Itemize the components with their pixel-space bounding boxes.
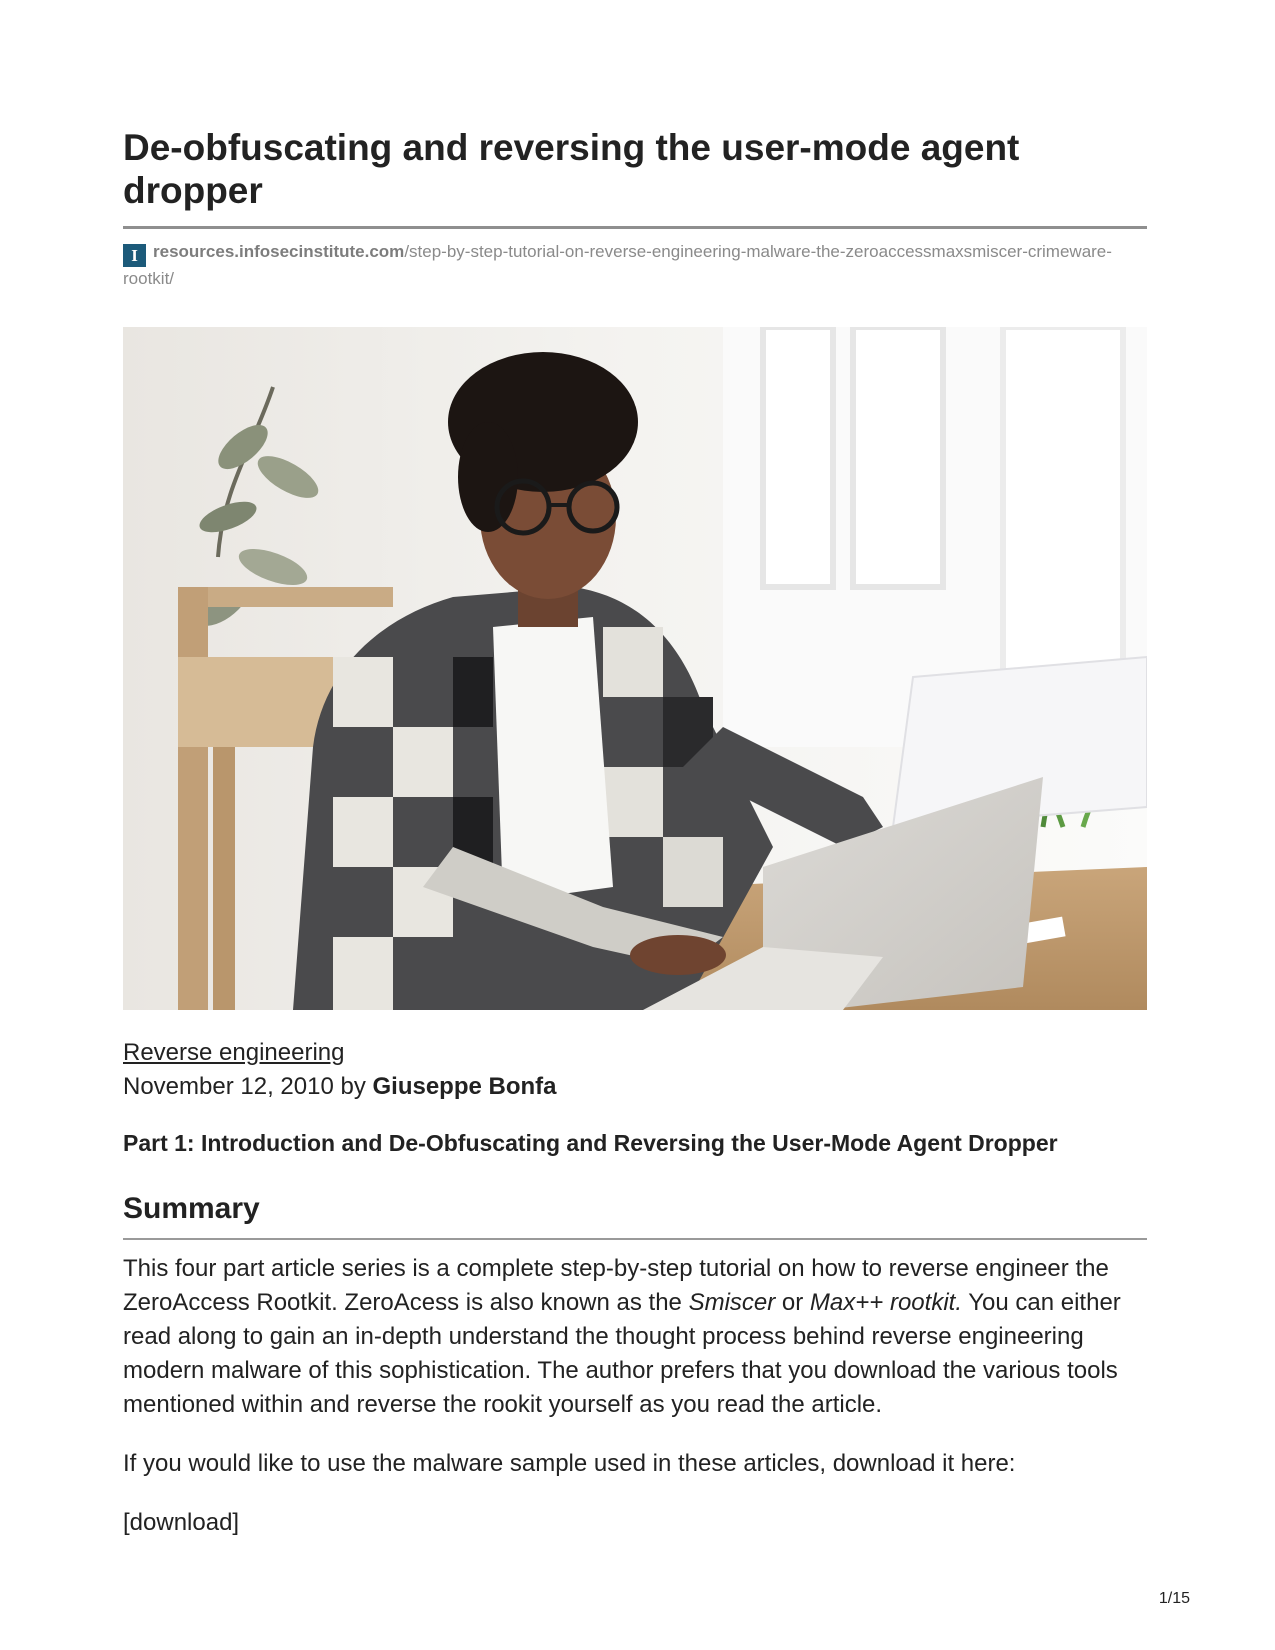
emphasis-maxpp: Max++ rootkit. (809, 1289, 962, 1316)
site-favicon-icon: I (123, 244, 146, 267)
summary-paragraph: This four part article series is a complete step-by-step tutorial on how to reverse engineer the ZeroAccess Rootkit. ZeroAcess is also known as the Smiscer or Max++ rootkit. You can either read along to gain an in-depth understand the thought process behind reverse engineering modern malware of this sophistication. The author prefers that you download the various tools mentioned within and reverse the rookit yourself as you read the article. (123, 1255, 1121, 1418)
category-link[interactable]: Reverse engineering (123, 1039, 345, 1066)
emphasis-smiscer: Smiscer (688, 1289, 776, 1316)
source-url[interactable] (123, 240, 1147, 291)
part-heading: Part 1: Introduction and De-Obfuscating and Reversing the User-Mode Agent Dropper (123, 1130, 1058, 1156)
article (123, 126, 1147, 1540)
download-link[interactable]: [download] (123, 1509, 240, 1536)
source-path: /step-by-step-tutorial-on-reverse-engineering-malware-the-zeroaccessmaxsmiscer-crimeware-rootkit/ (123, 242, 1112, 288)
page-number: 1/15 (1158, 1590, 1190, 1607)
title-divider (123, 226, 1147, 229)
author-name: Giuseppe Bonfa (372, 1073, 557, 1100)
publish-date: November 12, 2010 by (123, 1073, 373, 1100)
summary-heading: Summary (123, 1192, 260, 1225)
article-title: De-obfuscating and reversing the user-mode agent dropper (123, 127, 1020, 211)
byline (123, 1070, 1147, 1104)
summary-divider (123, 1238, 1147, 1240)
hero-image (123, 327, 1147, 1010)
source-domain: resources.infosecinstitute.com (153, 242, 405, 261)
download-intro: If you would like to use the malware sample used in these articles, download it here: (123, 1450, 1016, 1477)
